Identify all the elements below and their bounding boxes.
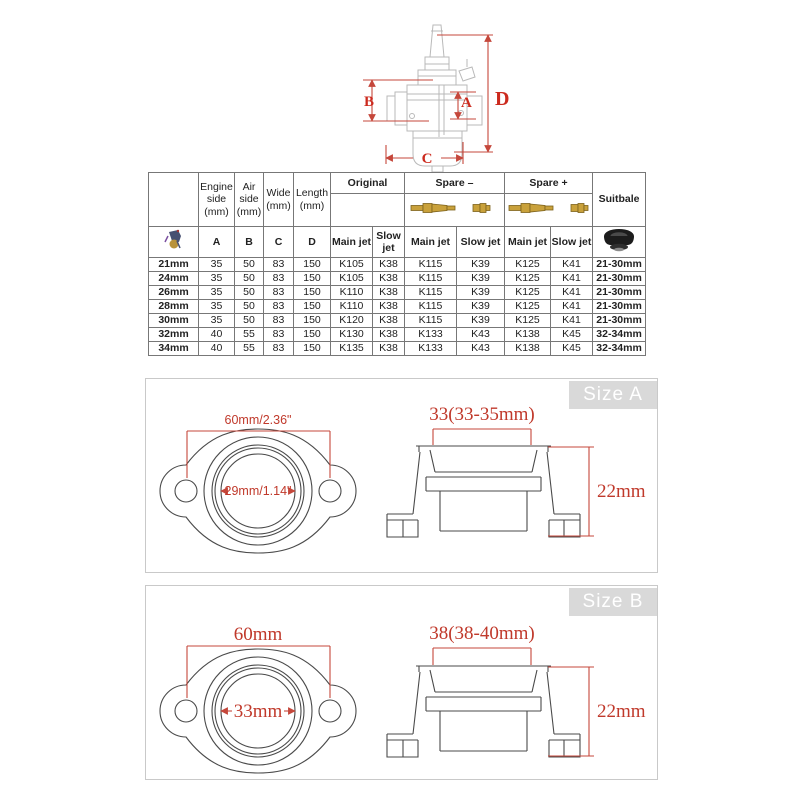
cell-original-slow: K38 xyxy=(373,286,405,300)
cell-length: 150 xyxy=(294,314,331,328)
jet-spec-table xyxy=(148,172,646,356)
cell-original-main: K120 xyxy=(331,314,373,328)
flange-width-label: 60mm/2.36" xyxy=(224,413,292,427)
cell-original-main: K130 xyxy=(331,328,373,342)
cell-spare-minus-slow: K39 xyxy=(457,314,505,328)
cell-air: 50 xyxy=(235,314,264,328)
socket-label: 33(33-35mm) xyxy=(429,404,535,425)
cell-spare-plus-slow: K41 xyxy=(551,258,593,272)
cell-air: 55 xyxy=(235,328,264,342)
letter-c: C xyxy=(264,227,294,258)
spare-minus-slow-jet-header: Slow jet xyxy=(457,227,505,258)
cell-wide: 83 xyxy=(264,314,294,328)
cell-suitable: 21-30mm xyxy=(593,258,646,272)
cell-suitable: 32-34mm xyxy=(593,328,646,342)
diagonal-header-cell xyxy=(149,173,199,227)
cell-spare-plus-slow: K45 xyxy=(551,328,593,342)
cell-original-main: K135 xyxy=(331,342,373,356)
cell-length: 150 xyxy=(294,258,331,272)
table-row xyxy=(149,300,646,314)
cell-suitable: 32-34mm xyxy=(593,342,646,356)
cell-spare-minus-main: K115 xyxy=(405,314,457,328)
socket-dimension-line xyxy=(433,648,531,665)
cell-original-slow: K38 xyxy=(373,314,405,328)
cell-spare-plus-slow: K41 xyxy=(551,286,593,300)
cell-original-main: K110 xyxy=(331,300,373,314)
socket-label: 38(38-40mm) xyxy=(429,623,535,644)
letter-b: B xyxy=(235,227,264,258)
cell-spare-minus-slow: K43 xyxy=(457,342,505,356)
cell-engine: 35 xyxy=(199,314,235,328)
cell-original-slow: K38 xyxy=(373,258,405,272)
cell-spare-minus-slow: K43 xyxy=(457,328,505,342)
cell-spare-plus-main: K125 xyxy=(505,314,551,328)
adapter-side-view xyxy=(387,666,580,757)
cell-size: 34mm xyxy=(149,342,199,356)
cell-air: 55 xyxy=(235,342,264,356)
size-b-badge: Size B xyxy=(569,588,657,616)
cell-spare-minus-slow: K39 xyxy=(457,286,505,300)
col-header-length: Length (mm) xyxy=(294,173,331,227)
col-header-air: Air side (mm) xyxy=(235,173,264,227)
size-a-panel xyxy=(145,378,658,573)
adapter-side-view xyxy=(387,446,580,537)
height-label: 22mm xyxy=(597,481,646,502)
cell-spare-plus-slow: K45 xyxy=(551,342,593,356)
cell-length: 150 xyxy=(294,328,331,342)
table-header-row-letters xyxy=(149,227,646,258)
cell-engine: 35 xyxy=(199,300,235,314)
cell-spare-minus-main: K115 xyxy=(405,258,457,272)
cell-size: 28mm xyxy=(149,300,199,314)
cell-engine: 35 xyxy=(199,286,235,300)
main-slow-jets-icon xyxy=(407,198,503,218)
spare-minus-jets-cell xyxy=(405,194,505,227)
col-header-engine: Engine side (mm) xyxy=(199,173,235,227)
cell-spare-minus-slow: K39 xyxy=(457,272,505,286)
cell-length: 150 xyxy=(294,286,331,300)
cell-engine: 40 xyxy=(199,328,235,342)
cell-size: 21mm xyxy=(149,258,199,272)
rubber-mount-icon xyxy=(599,227,639,253)
carburetor-dimension-diagram xyxy=(355,15,515,175)
cell-spare-plus-main: K125 xyxy=(505,300,551,314)
cell-engine: 40 xyxy=(199,342,235,356)
cell-original-main: K110 xyxy=(331,286,373,300)
cell-engine: 35 xyxy=(199,272,235,286)
letter-a: A xyxy=(199,227,235,258)
table-row xyxy=(149,342,646,356)
cell-wide: 83 xyxy=(264,258,294,272)
cell-spare-minus-main: K115 xyxy=(405,272,457,286)
size-b-panel xyxy=(145,585,658,780)
table-row xyxy=(149,258,646,272)
cell-spare-minus-main: K133 xyxy=(405,328,457,342)
cell-spare-minus-main: K115 xyxy=(405,300,457,314)
height-label: 22mm xyxy=(597,701,646,722)
size-a-badge: Size A xyxy=(569,381,657,409)
original-jets-cell xyxy=(331,194,405,227)
spare-plus-main-jet-header: Main jet xyxy=(505,227,551,258)
height-dimension-line xyxy=(548,667,594,756)
cell-size: 24mm xyxy=(149,272,199,286)
cell-suitable: 21-30mm xyxy=(593,300,646,314)
cell-spare-plus-main: K138 xyxy=(505,328,551,342)
cell-suitable: 21-30mm xyxy=(593,286,646,300)
cell-spare-plus-slow: K41 xyxy=(551,272,593,286)
cell-spare-minus-main: K115 xyxy=(405,286,457,300)
dim-label-d: D xyxy=(495,88,510,110)
cell-air: 50 xyxy=(235,286,264,300)
cell-wide: 83 xyxy=(264,342,294,356)
table-row xyxy=(149,286,646,300)
letter-d: D xyxy=(294,227,331,258)
dim-label-c: C xyxy=(421,151,433,167)
cell-spare-plus-main: K138 xyxy=(505,342,551,356)
cell-spare-minus-slow: K39 xyxy=(457,258,505,272)
cell-wide: 83 xyxy=(264,328,294,342)
spare-plus-jets-cell xyxy=(505,194,593,227)
cell-engine: 35 xyxy=(199,258,235,272)
cell-size: 30mm xyxy=(149,314,199,328)
cell-original-slow: K38 xyxy=(373,328,405,342)
spare-plus-slow-jet-header: Slow jet xyxy=(551,227,593,258)
cell-air: 50 xyxy=(235,272,264,286)
cell-spare-plus-main: K125 xyxy=(505,272,551,286)
original-slow-jet-header: Slow jet xyxy=(373,227,405,258)
dim-label-a: A xyxy=(461,95,472,111)
cell-air: 50 xyxy=(235,300,264,314)
cell-spare-minus-slow: K39 xyxy=(457,300,505,314)
spare-minus-main-jet-header: Main jet xyxy=(405,227,457,258)
height-dimension-line xyxy=(548,447,594,536)
bore-label: 29mm/1.14" xyxy=(224,484,292,498)
cell-length: 150 xyxy=(294,342,331,356)
cell-spare-plus-slow: K41 xyxy=(551,300,593,314)
cell-suitable: 21-30mm xyxy=(593,314,646,328)
socket-dimension-line xyxy=(433,429,531,445)
cell-size: 32mm xyxy=(149,328,199,342)
original-main-jet-header: Main jet xyxy=(331,227,373,258)
cell-original-main: K105 xyxy=(331,258,373,272)
cell-length: 150 xyxy=(294,272,331,286)
cell-size: 26mm xyxy=(149,286,199,300)
cell-original-main: K105 xyxy=(331,272,373,286)
table-row xyxy=(149,314,646,328)
cell-wide: 83 xyxy=(264,272,294,286)
group-header-spare-minus: Spare – xyxy=(405,173,505,194)
bore-label: 33mm xyxy=(233,701,283,722)
main-slow-jets-icon xyxy=(505,198,593,218)
cell-spare-plus-main: K125 xyxy=(505,286,551,300)
cell-length: 150 xyxy=(294,300,331,314)
group-header-suitable: Suitbale xyxy=(593,173,646,227)
cell-suitable: 21-30mm xyxy=(593,272,646,286)
table-header-row-groups xyxy=(149,173,646,194)
cell-original-slow: K38 xyxy=(373,342,405,356)
col-header-wide: Wide (mm) xyxy=(264,173,294,227)
table-row xyxy=(149,272,646,286)
cell-air: 50 xyxy=(235,258,264,272)
dim-label-b: B xyxy=(363,94,375,110)
cell-original-slow: K38 xyxy=(373,272,405,286)
carburetor-icon xyxy=(164,228,184,252)
table-row xyxy=(149,328,646,342)
cell-wide: 83 xyxy=(264,300,294,314)
flange-width-label: 60mm xyxy=(233,624,283,645)
group-header-original: Original xyxy=(331,173,405,194)
cell-spare-plus-main: K125 xyxy=(505,258,551,272)
cell-original-slow: K38 xyxy=(373,300,405,314)
cell-wide: 83 xyxy=(264,286,294,300)
carburetor-thumb-cell xyxy=(149,227,199,258)
rubber-mount-cell xyxy=(593,227,646,258)
cell-spare-minus-main: K133 xyxy=(405,342,457,356)
group-header-spare-plus: Spare + xyxy=(505,173,593,194)
cell-spare-plus-slow: K41 xyxy=(551,314,593,328)
